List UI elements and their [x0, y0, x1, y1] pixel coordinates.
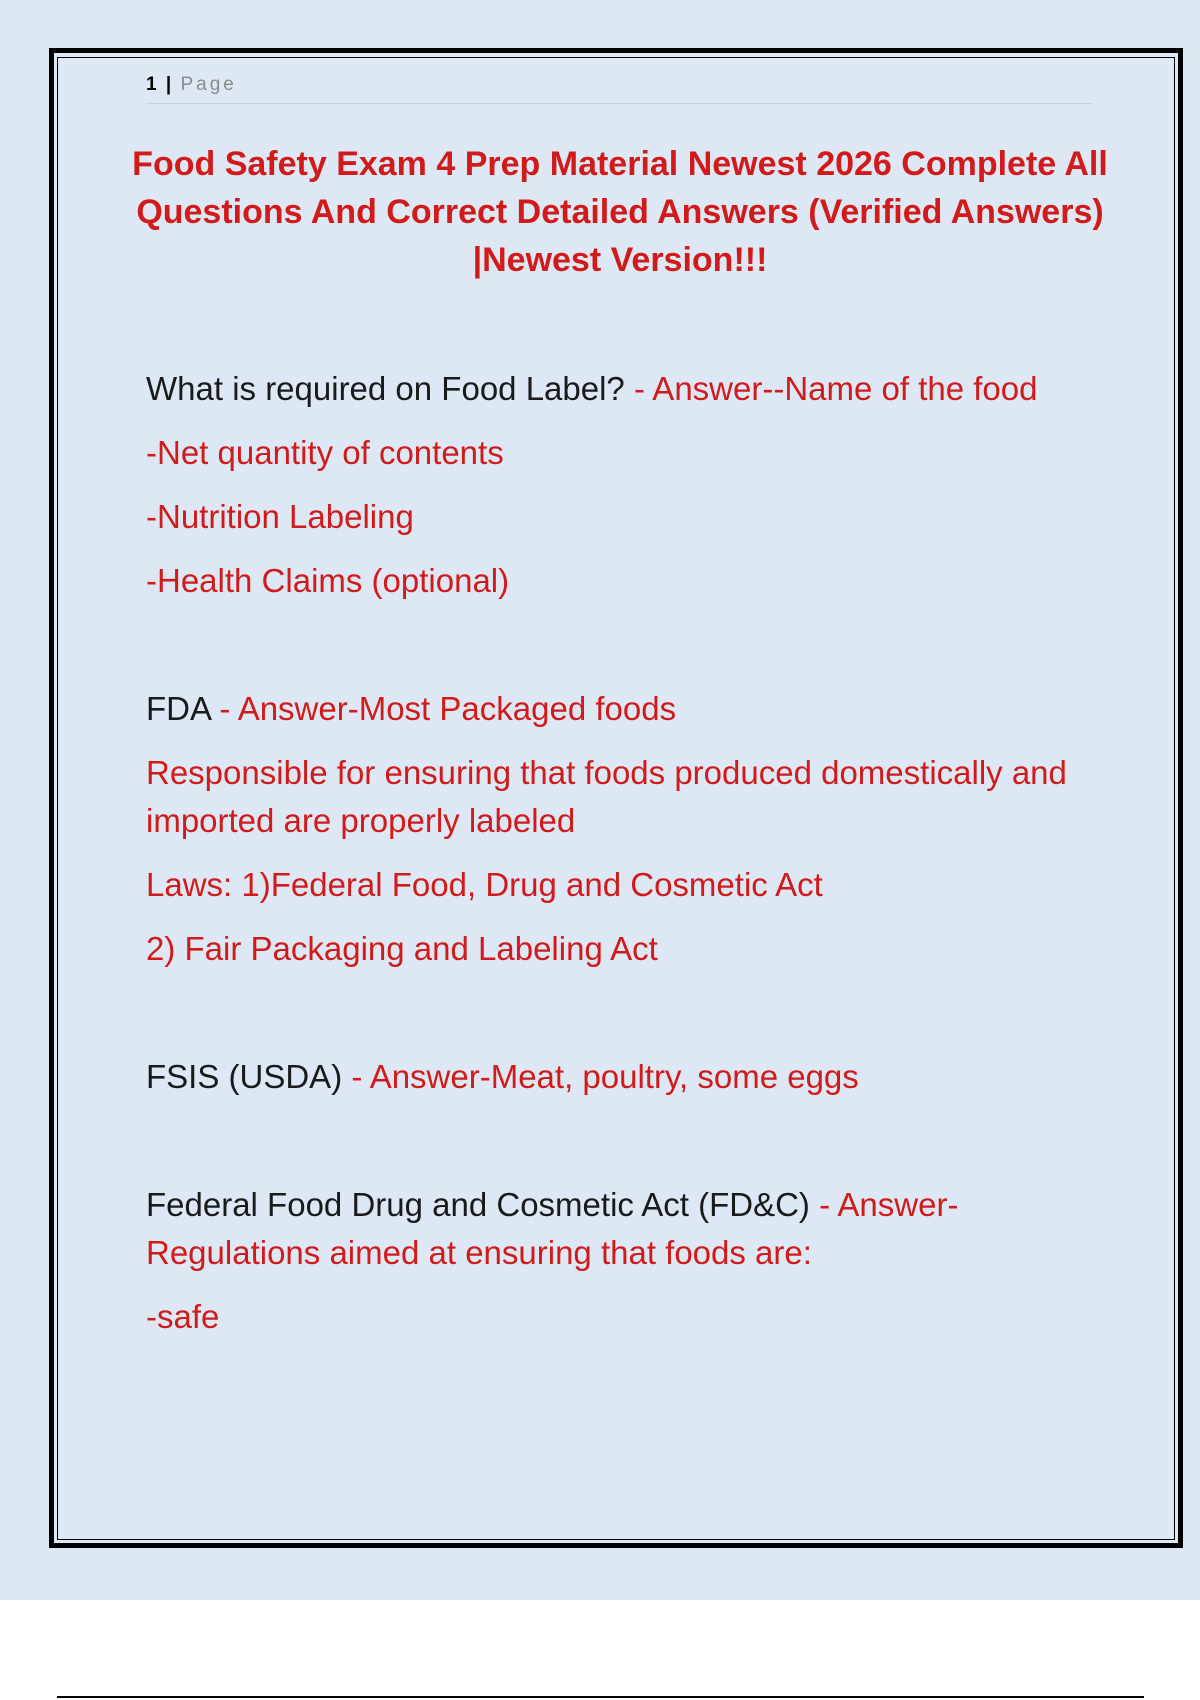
- answer-text: - Answer-Meat, poultry, some eggs: [342, 1058, 859, 1095]
- answer-text: - Answer-Most Packaged foods: [210, 690, 677, 727]
- answer-line: Laws: 1)Federal Food, Drug and Cosmetic Act: [146, 866, 823, 903]
- page-header: [146, 74, 1092, 104]
- page-label: Page: [180, 74, 237, 95]
- answer-line: -Nutrition Labeling: [146, 498, 414, 535]
- qa-item: [146, 685, 1096, 733]
- page-separator: |: [165, 74, 172, 95]
- question-text: What is required on Food Label?: [146, 370, 625, 407]
- answer-line: Responsible for ensuring that foods produced domestically and imported are properly labeled: [146, 754, 1067, 839]
- question-text: FSIS (USDA): [146, 1058, 343, 1095]
- answer-text: - Answer-Regulations aimed at ensuring that foods are:: [146, 1186, 959, 1271]
- page-number: 1: [146, 74, 157, 95]
- qa-item: [146, 1053, 1096, 1101]
- answer-line: -safe: [146, 1298, 220, 1335]
- answer-line: -Health Claims (optional): [146, 562, 510, 599]
- bottom-rule: [57, 1696, 1144, 1698]
- document-title: Food Safety Exam 4 Prep Material Newest 2026 Complete All Questions And Correct Detailed Answers (Verified Answers) |Newest Version!!!: [132, 145, 1108, 279]
- question-text: Federal Food Drug and Cosmetic Act (FD&C): [146, 1186, 810, 1223]
- question-text: FDA: [146, 690, 211, 727]
- qa-content: [146, 365, 1096, 1341]
- answer-text: - Answer--Name of the food: [624, 370, 1038, 407]
- qa-item: [146, 1181, 1096, 1277]
- answer-line: -Net quantity of contents: [146, 434, 504, 471]
- qa-item: [146, 365, 1096, 413]
- answer-line: 2) Fair Packaging and Labeling Act: [146, 930, 658, 967]
